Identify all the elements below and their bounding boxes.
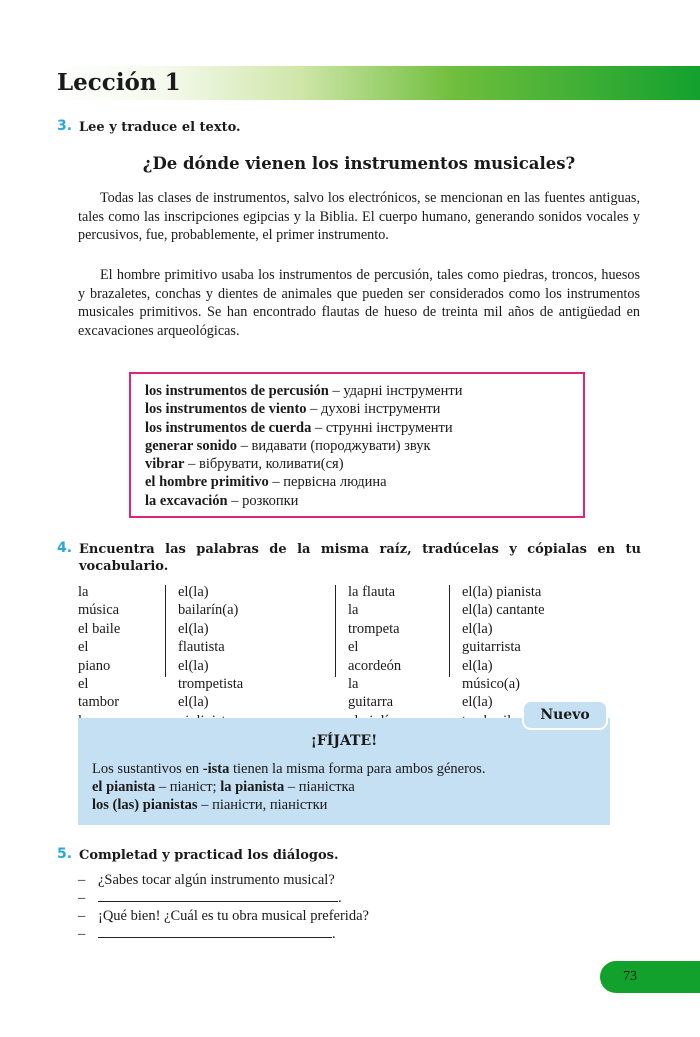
period: . <box>332 926 336 942</box>
dialog-line-2 <box>78 889 342 907</box>
dialog-line-1 <box>78 871 335 889</box>
period: . <box>338 890 342 906</box>
vocab-item: generar sonido – видавати (породжувати) звук <box>145 437 431 454</box>
dialog-dash: – <box>78 872 86 888</box>
word: la guitarra <box>348 676 394 711</box>
vocab-item: los instrumentos de percusión – ударні інструменти <box>145 383 463 399</box>
note-line: los (las) pianistas – піаністи, піаністки <box>92 797 328 814</box>
dialog-dash: – <box>78 908 86 924</box>
page-number: 73 <box>623 969 637 984</box>
word: el baile <box>78 620 121 637</box>
new-tab-label: Nuevo <box>522 700 608 730</box>
word: el(la) trompetista <box>178 657 244 693</box>
word: el(la) guitarrista <box>462 620 521 656</box>
column-divider <box>165 585 166 677</box>
word: el piano <box>78 639 111 674</box>
dialog-line-4 <box>78 925 336 943</box>
word: la música <box>78 584 120 619</box>
exercise-4-number: 4. <box>57 540 73 556</box>
vocab-item: los instrumentos de viento – духові інструменти <box>145 401 441 418</box>
word: el(la) <box>462 694 493 711</box>
exercise-4-instruction: Encuentra las palabras de la misma raíz, tradúcelas y cópialas en tu vocabulario. <box>79 542 641 574</box>
word: la trompeta <box>348 602 400 637</box>
dialog-question: ¡Qué bien! ¿Cuál es tu obra musical preferida? <box>98 908 369 924</box>
dialog-dash: – <box>78 926 86 942</box>
exercise-5-number: 5. <box>57 846 73 862</box>
dialog-question: ¿Sabes tocar algún instrumento musical? <box>98 872 335 888</box>
word-column-3 <box>348 583 401 730</box>
word: el(la) pianista <box>462 584 542 600</box>
exercise-3-instruction: Lee y traduce el texto. <box>79 120 241 135</box>
article-title: ¿De dónde vienen los instrumentos musicales? <box>142 154 576 173</box>
lesson-title: Lección 1 <box>57 69 181 96</box>
dialog-dash: – <box>78 890 86 906</box>
note-body <box>92 760 604 815</box>
word: el(la) cantante <box>462 602 545 619</box>
note-line: el pianista – піаніст; la pianista – піаністка <box>92 779 355 796</box>
answer-blank[interactable] <box>98 925 332 938</box>
word: la flauta <box>348 584 396 600</box>
word: el(la) <box>178 694 209 711</box>
article-paragraph-2: El hombre primitivo usaba los instrumentos de percusión, tales como piedras, troncos, huesos y brazaletes, conchas y dientes de animales que pueden ser considerados como los instrumentos musicales primitivos. Se han encontrado flautas de hueso de treinta mil años de antigüedad en excavaciones arqueológicas. <box>78 267 640 339</box>
word: el(la) bailarín(a) <box>178 584 239 619</box>
vocab-item: la excavación – розкопки <box>145 492 299 509</box>
word: el tambor <box>78 676 120 711</box>
note-title: ¡FÍJATE! <box>310 733 378 749</box>
vocab-item: vibrar – вібрувати, коливати(ся) <box>145 456 344 473</box>
dialog-line-3 <box>78 907 369 925</box>
note-line: Los sustantivos en -ista tienen la misma forma para ambos géneros. <box>92 761 486 777</box>
exercise-3-number: 3. <box>57 118 73 134</box>
vocabulary-box <box>129 372 585 518</box>
column-divider <box>335 585 336 677</box>
word: el acordeón <box>348 639 402 674</box>
column-divider <box>449 585 450 677</box>
exercise-5-instruction: Completad y practicad los diálogos. <box>79 848 339 863</box>
answer-blank[interactable] <box>98 889 338 902</box>
vocab-item: los instrumentos de cuerda – струнні інструменти <box>145 419 453 436</box>
word: el(la) músico(a) <box>462 657 520 693</box>
word: el(la) flautista <box>178 620 225 656</box>
article-paragraph-1: Todas las clases de instrumentos, salvo los electrónicos, se mencionan en las fuentes antiguas, tales como las inscripciones egipcias y la Biblia. El cuerpo humano, generando sonidos vocales y percusivos, fue, probablemente, el primer instrumento. <box>78 190 640 243</box>
vocab-item: el hombre primitivo – первісна людина <box>145 474 387 491</box>
